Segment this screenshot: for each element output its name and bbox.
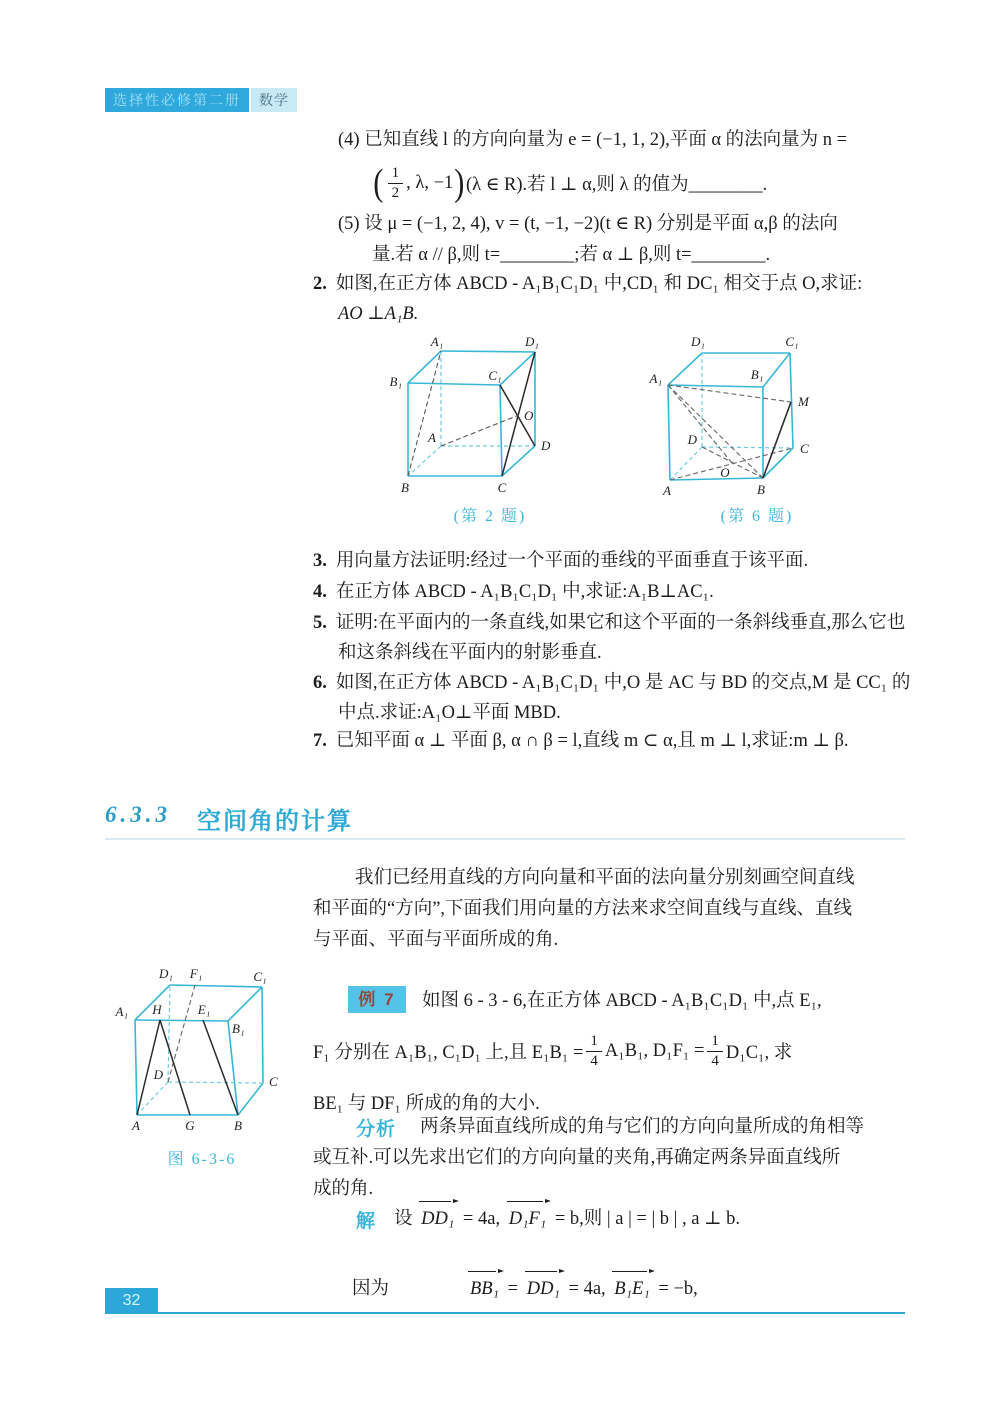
solution-line1: 设 DD₁ = 4a, D₁F₁ = b,则 | a | = | b | , a ⊥ b.	[394, 1209, 740, 1229]
label-C1: C₁	[785, 334, 799, 349]
problem-5-line2: 量.若 α // β,则 t=________;若 α ⊥ β,则 t=________.	[372, 245, 771, 265]
label-B: B	[234, 1118, 242, 1133]
vector-DD1: DD₁	[524, 1277, 563, 1301]
problem-4-line2-rest: (λ ∈ R).若 l ⊥ α,则 λ 的值为________.	[465, 175, 768, 195]
label-A: A	[132, 1118, 140, 1133]
label-D1: D₁	[691, 334, 705, 349]
label-B1: B₁	[232, 1021, 245, 1036]
label-D: D	[153, 1067, 163, 1082]
problem-6-line1: 6. 如图,在正方体 ABCD - A₁B₁C₁D₁ 中,O 是 AC 与 BD 的交点,M 是 CC₁ 的	[313, 673, 911, 693]
problem-5-item-line1: 5. 证明:在平面内的一条直线,如果它和这个平面的一条斜线垂直,那么它也	[313, 613, 906, 633]
label-A: A	[428, 430, 436, 445]
label-O: O	[720, 465, 730, 480]
example-7-badge: 例 7	[348, 986, 406, 1013]
vector-BB1: BB₁	[467, 1277, 502, 1301]
label-D1: D₁	[159, 966, 173, 981]
solution-label: 解	[356, 1211, 377, 1232]
label-H: H	[152, 1002, 162, 1017]
example-7-line2	[313, 1027, 792, 1075]
vector-B1E1: B₁E₁	[611, 1277, 652, 1301]
figure-caption-problem6: (第 6 题)	[720, 508, 794, 525]
problem-2-line2: AO ⊥A₁B.	[338, 304, 419, 324]
label-D: D	[687, 432, 697, 447]
label-C: C	[269, 1074, 278, 1089]
page-number: 32	[105, 1288, 158, 1314]
analysis-line1: 两条异面直线所成的角与它们的方向向量所成的角相等	[420, 1117, 865, 1137]
label-C: C	[497, 480, 507, 495]
analysis-line3: 成的角.	[313, 1179, 374, 1199]
figure-caption-problem2: (第 2 题)	[453, 508, 527, 525]
example-7-line2-a: F₁ 分别在 A₁B₁, C₁D₁ 上,且 E₁B₁ =	[313, 1043, 584, 1063]
problem-7-line1: 7. 已知平面 α ⊥ 平面 β, α ∩ β = l,直线 m ⊂ α,且 m ⊥ l,求证:m ⊥ β.	[313, 731, 849, 751]
big-paren-open: (	[373, 162, 384, 204]
label-E1: E₁	[197, 1002, 211, 1017]
figure-cube-problem2	[375, 330, 580, 512]
figure-cube-6-3-6	[108, 954, 303, 1140]
problem-4-line1: (4) 已知直线 l 的方向向量为 e = (−1, 1, 2),平面 α 的法向量为 n =	[338, 130, 848, 150]
figure-cube-problem6	[645, 330, 855, 512]
problem-4-item: 4. 在正方体 ABCD - A₁B₁C₁D₁ 中,求证:A₁B⊥AC₁.	[313, 582, 714, 602]
footer-rule	[105, 1312, 905, 1314]
header-subject-badge: 数学	[251, 88, 297, 112]
label-C: C	[800, 441, 809, 456]
problem-4-line2-mid: , λ, −1	[406, 172, 454, 193]
vector-D1F1: D₁F₁	[506, 1207, 550, 1231]
auxiliary-solid-lines	[137, 1020, 238, 1115]
label-B1: B₁	[750, 367, 764, 382]
label-O: O	[524, 408, 534, 423]
intro-line2: 和平面的“方向”,下面我们用向量的方法来求空间直线与直线、直线	[313, 899, 853, 919]
fraction-1-4-first: $\frac{1}{4}$	[586, 1033, 602, 1069]
example-7-line2-b: A₁B₁, D₁F₁ =	[604, 1040, 705, 1061]
label-B: B	[757, 482, 765, 497]
vector-DD1: DD₁	[418, 1207, 457, 1231]
problem-5-item-line2: 和这条斜线在平面内的射影垂直.	[338, 643, 602, 663]
problem-3-line1: 3. 用向量方法证明:经过一个平面的垂线的平面垂直于该平面.	[313, 551, 809, 571]
label-M: M	[798, 394, 809, 409]
label-A1: A₁	[115, 1004, 128, 1019]
problem-6-line2: 中点.求证:A₁O⊥平面 MBD.	[338, 703, 561, 723]
label-B1: B₁	[389, 374, 402, 389]
fraction-1-2: $\frac{1}{2}$	[388, 165, 404, 201]
big-paren-close: )	[454, 162, 465, 204]
label-F1: F₁	[189, 966, 203, 981]
label-A1: A₁	[649, 371, 662, 386]
problem-4-line2	[372, 159, 767, 207]
intro-line3: 与平面、平面与平面所成的角.	[313, 930, 559, 950]
segment-DF1-dashed	[168, 985, 195, 1082]
section-title: 空间角的计算	[197, 808, 353, 835]
label-D: D	[541, 438, 551, 453]
label-C1: C₁	[253, 969, 267, 984]
example-7-line3: BE₁ 与 DF₁ 所成的角的大小.	[313, 1094, 540, 1114]
analysis-line2: 或互补.可以先求出它们的方向向量的夹角,再确定两条异面直线所	[313, 1148, 841, 1168]
fraction-1-4-second: $\frac{1}{4}$	[707, 1033, 723, 1069]
label-C1: C₁	[488, 368, 502, 383]
because-formula: BB₁ = DD₁ = 4a, B₁E₁ = −b,	[466, 1277, 698, 1301]
problem-2-line1: 2. 如图,在正方体 ABCD - A₁B₁C₁D₁ 中,CD₁ 和 DC₁ 相交于点 O,求证:	[313, 274, 863, 294]
analysis-label: 分析	[356, 1119, 397, 1140]
intro-line1: 我们已经用直线的方向向量和平面的法向量分别刻画空间直线	[355, 868, 855, 888]
label-A1: A₁	[430, 334, 444, 349]
example-7-line2-c: D₁C₁, 求	[725, 1043, 793, 1063]
label-A: A	[663, 483, 671, 498]
label-B: B	[401, 480, 409, 495]
problem-5-line1: (5) 设 μ = (−1, 2, 4), v = (t, −1, −2)(t ∈ R) 分别是平面 α,β 的法向	[338, 214, 838, 234]
section-number: 6.3.3	[105, 802, 171, 827]
label-D1: D₁	[525, 334, 539, 349]
header-series-badge: 选择性必修第二册	[105, 88, 249, 112]
example-7-line1: 如图 6 - 3 - 6,在正方体 ABCD - A₁B₁C₁D₁ 中,点 E₁,	[422, 991, 822, 1011]
segment-BM	[763, 402, 791, 478]
because-word: 因为	[352, 1279, 390, 1299]
figure-caption-6-3-6: 图 6-3-6	[167, 1151, 237, 1168]
section-rule	[105, 838, 905, 840]
label-G: G	[185, 1118, 195, 1133]
